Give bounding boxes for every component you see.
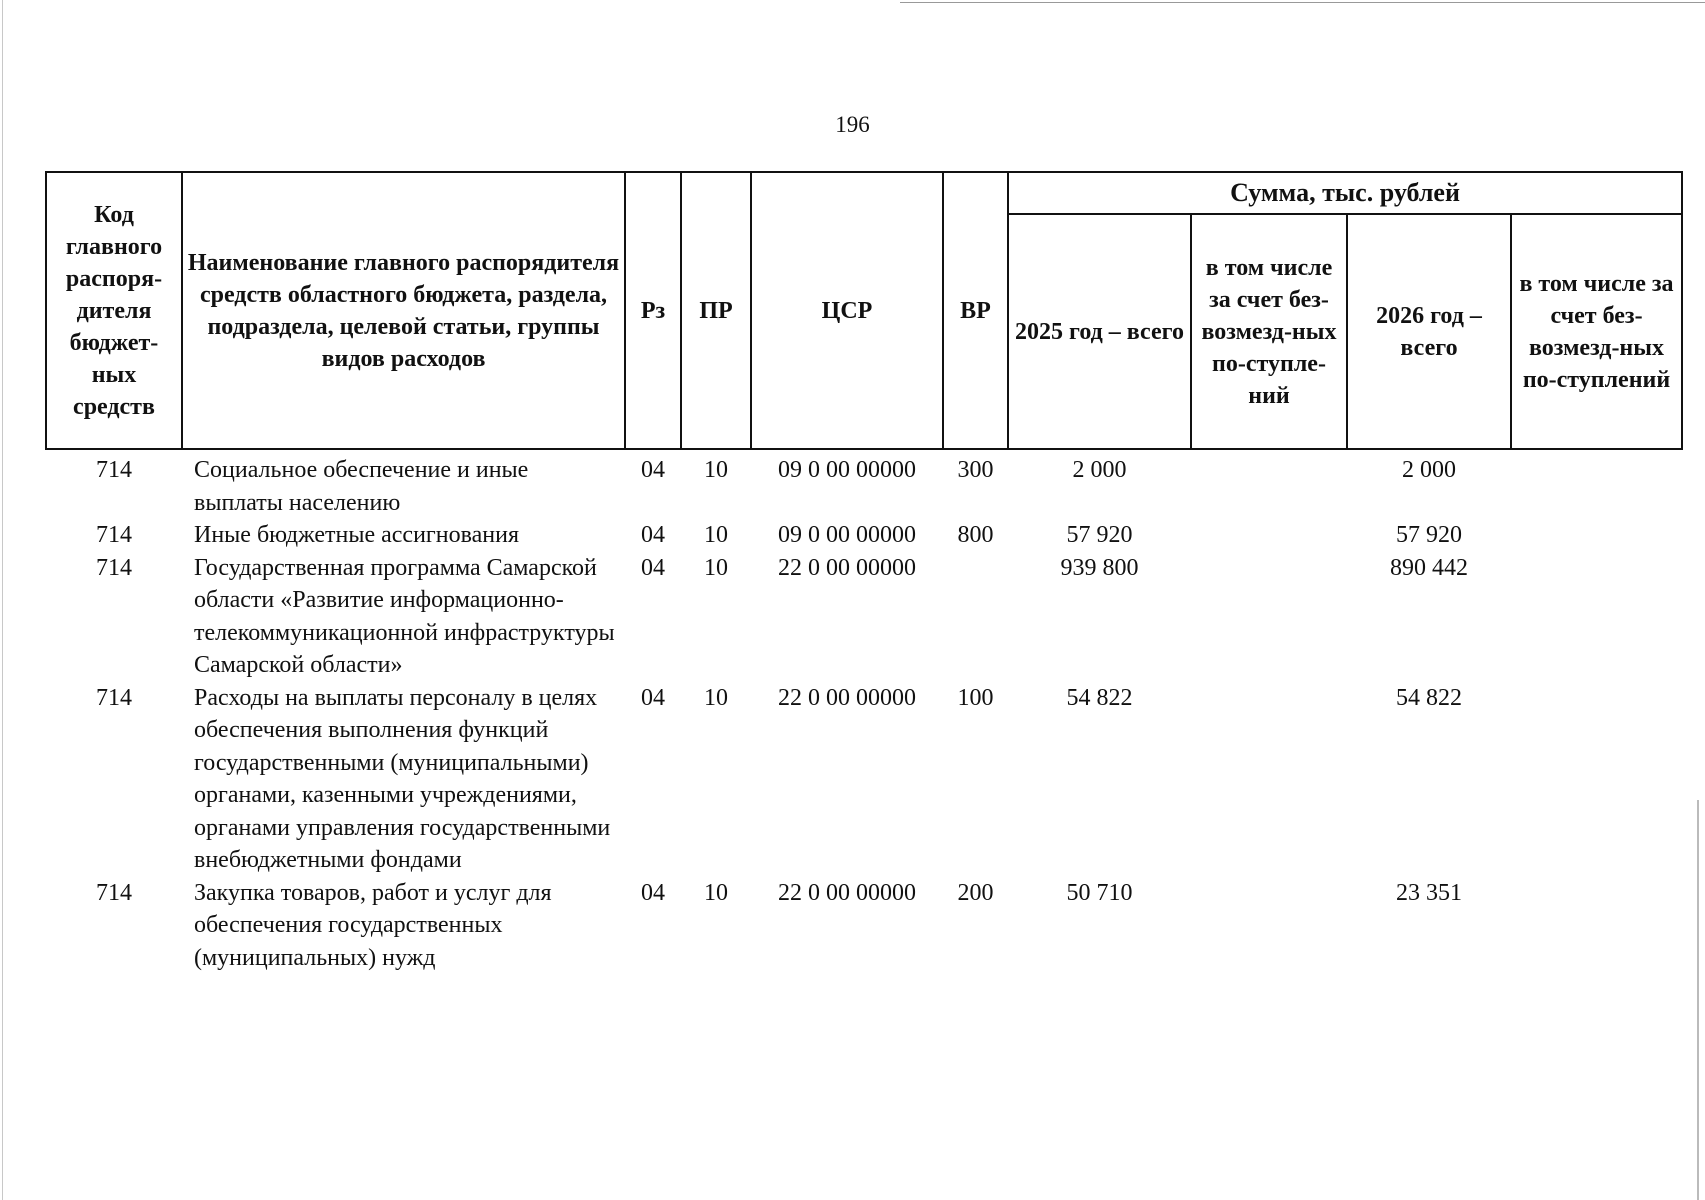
cell-rz: 04 (641, 457, 665, 483)
cell-csr: 22 0 00 00000 (778, 684, 916, 711)
cell-pr: 10 (704, 554, 728, 581)
cell-2026-total: 890 442 (1390, 554, 1468, 581)
cell-2025-total: 54 822 (1066, 684, 1133, 711)
cell-2026-gratuitous (1511, 449, 1682, 519)
cell-code: 714 (96, 522, 132, 548)
cell-name: Закупка товаров, работ и услуг для обеспечения государственных (муниципальных) нужд (194, 879, 552, 971)
cell-pr: 10 (704, 457, 728, 483)
cell-vr: 300 (957, 457, 994, 483)
header-2025-gratuitous: в том числе за счет без-возмезд-ных по-ступле-ний (1191, 214, 1347, 449)
cell-2025-gratuitous (1191, 552, 1347, 682)
table-header (46, 172, 1682, 449)
cell-csr: 22 0 00 00000 (778, 879, 916, 906)
cell-2026-gratuitous (1511, 519, 1682, 552)
cell-2026-total: 57 920 (1396, 522, 1462, 548)
cell-csr: 22 0 00 00000 (778, 554, 916, 581)
header-pr: ПР (681, 172, 751, 449)
table-row (46, 552, 1682, 682)
cell-2025-total: 939 800 (1060, 554, 1139, 581)
page-number: 196 (835, 112, 870, 137)
cell-rz: 04 (641, 879, 665, 906)
header-vr: ВР (943, 172, 1008, 449)
cell-2025-total: 50 710 (1066, 879, 1133, 906)
cell-name: Расходы на выплаты персоналу в целях обеспечения выполнения функций государственными (муниципальными) органами, казенными учреждениями, органами управления государственными внебюджетными фондами (194, 684, 611, 873)
cell-2025-gratuitous (1191, 682, 1347, 877)
cell-2026-total: 54 822 (1396, 684, 1462, 711)
cell-vr: 100 (957, 684, 994, 711)
cell-code: 714 (96, 457, 132, 483)
cell-rz: 04 (641, 684, 665, 711)
cell-2025-total: 2 000 (1072, 457, 1127, 483)
cell-2026-gratuitous (1511, 552, 1682, 682)
header-sum-group: Сумма, тыс. рублей (1008, 172, 1682, 214)
cell-vr (943, 552, 1008, 682)
cell-pr: 10 (704, 522, 728, 548)
cell-code: 714 (96, 554, 132, 581)
header-2026-total: 2026 год – всего (1347, 214, 1511, 449)
cell-2026-total: 23 351 (1396, 879, 1462, 906)
cell-2025-gratuitous (1191, 877, 1347, 975)
cell-2025-gratuitous (1191, 449, 1347, 519)
cell-pr: 10 (704, 879, 728, 906)
cell-code: 714 (96, 879, 132, 906)
cell-rz: 04 (641, 522, 665, 548)
header-code: Код главного распоря-дителя бюджет-ных средств (46, 172, 182, 449)
scan-border-top (900, 2, 1705, 3)
table-row (46, 519, 1682, 552)
cell-code: 714 (96, 684, 132, 711)
cell-2025-total: 57 920 (1066, 522, 1133, 548)
header-name: Наименование главного распорядителя средств областного бюджета, раздела, подраздела, целевой статьи, группы видов расходов (182, 172, 625, 449)
scan-border-left (2, 0, 3, 1200)
cell-name: Социальное обеспечение и иные выплаты населению (194, 457, 529, 516)
table-row (46, 877, 1682, 975)
cell-2026-total: 2 000 (1402, 457, 1456, 483)
cell-name: Иные бюджетные ассигнования (194, 522, 519, 548)
header-rz: Рз (625, 172, 681, 449)
table-row (46, 682, 1682, 877)
cell-2026-gratuitous (1511, 877, 1682, 975)
table-row (46, 449, 1682, 519)
cell-csr: 09 0 00 00000 (778, 457, 916, 483)
cell-vr: 800 (957, 522, 994, 548)
scan-border-right (1697, 800, 1699, 1200)
budget-table (45, 171, 1683, 974)
cell-2026-gratuitous (1511, 682, 1682, 877)
header-2026-gratuitous: в том числе за счет без-возмезд-ных по-ступлений (1511, 214, 1682, 449)
table-body (46, 449, 1682, 974)
cell-rz: 04 (641, 554, 665, 581)
cell-name: Государственная программа Самарской области «Развитие информационно-телекоммуникационной инфраструктуры Самарской области» (194, 554, 615, 678)
cell-pr: 10 (704, 684, 728, 711)
header-2025-total: 2025 год – всего (1008, 214, 1191, 449)
cell-vr: 200 (957, 879, 994, 906)
header-csr: ЦСР (751, 172, 943, 449)
cell-2025-gratuitous (1191, 519, 1347, 552)
cell-csr: 09 0 00 00000 (778, 522, 916, 548)
